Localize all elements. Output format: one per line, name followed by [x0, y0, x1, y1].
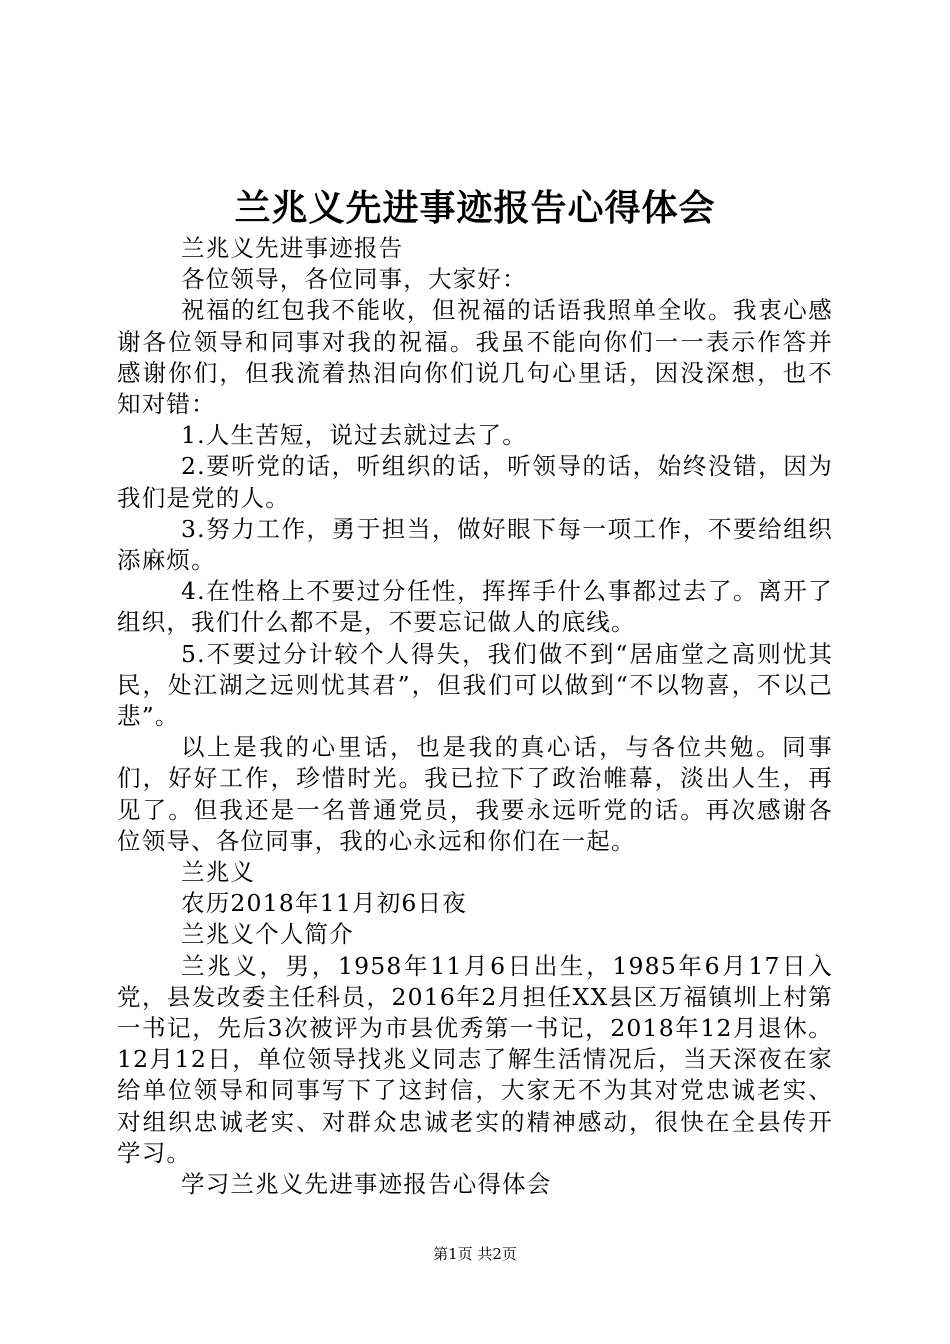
- paragraph-report-heading: 兰兆义先进事迹报告: [181, 234, 404, 262]
- page-number-footer: 第1页 共2页: [433, 1245, 517, 1263]
- paragraph-point-3: 3.努力工作，勇于担当，做好眼下每一项工作，不要给组织添麻烦。: [117, 514, 833, 575]
- paragraph-profile-heading: 兰兆义个人简介: [181, 920, 354, 949]
- paragraph-thanks: 祝福的红包我不能收，但祝福的话语我照单全收。我衷心感谢各位领导和同事对我的祝福。我虽不能向你们一一表示作答并感谢你们，但我流着热泪向你们说几句心里话，因没深想，也不知对错：: [117, 296, 833, 419]
- document-body: [117, 233, 833, 1200]
- paragraph-closing: 以上是我的心里话，也是我的真心话，与各位共勉。同事们，好好工作，珍惜时光。我已拉下了政治帷幕，淡出人生，再见了。但我还是一名普通党员，我要永远听党的话。再次感谢各位领导、各位同事，我的心永远和你们在一起。: [117, 733, 833, 855]
- paragraph-study-heading: 学习兰兆义先进事迹报告心得体会: [181, 1170, 552, 1199]
- paragraph-point-2: 2.要听党的话，听组织的话，听领导的话，始终没错，因为我们是党的人。: [117, 452, 833, 512]
- paragraph-date: 农历2018年11月初6日夜: [181, 889, 467, 918]
- paragraph-greeting: 各位领导，各位同事，大家好：: [181, 265, 527, 294]
- paragraph-point-5: 5.不要过分计较个人得失，我们做不到“居庙堂之高则忧其民，处江湖之远则忧其君”，但我们可以做到“不以物喜，不以己悲”。: [117, 639, 833, 731]
- paragraph-point-4: 4.在性格上不要过分任性，挥挥手什么事都过去了。离开了组织，我们什么都不是，不要忘记做人的底线。: [117, 577, 833, 637]
- document-title: 兰兆义先进事迹报告心得体会: [234, 187, 716, 229]
- paragraph-point-1: 1.人生苦短，说过去就过去了。: [181, 421, 527, 450]
- paragraph-profile: 兰兆义，男，1958年11月6日出生，1985年6月17日入党，县发改委主任科员，2016年2月担任XX县区万福镇圳上村第一书记，先后3次被评为市县优秀第一书记，2018年12月退休。12月12日，单位领导找兆义同志了解生活情况后，当天深夜在家给单位领导和同事写下了这封信，大家无不为其对党忠诚老实、对组织忠诚老实、对群众忠诚老实的精神感动，很快在全县传开学习。: [117, 951, 833, 1167]
- paragraph-signature: 兰兆义: [181, 858, 256, 887]
